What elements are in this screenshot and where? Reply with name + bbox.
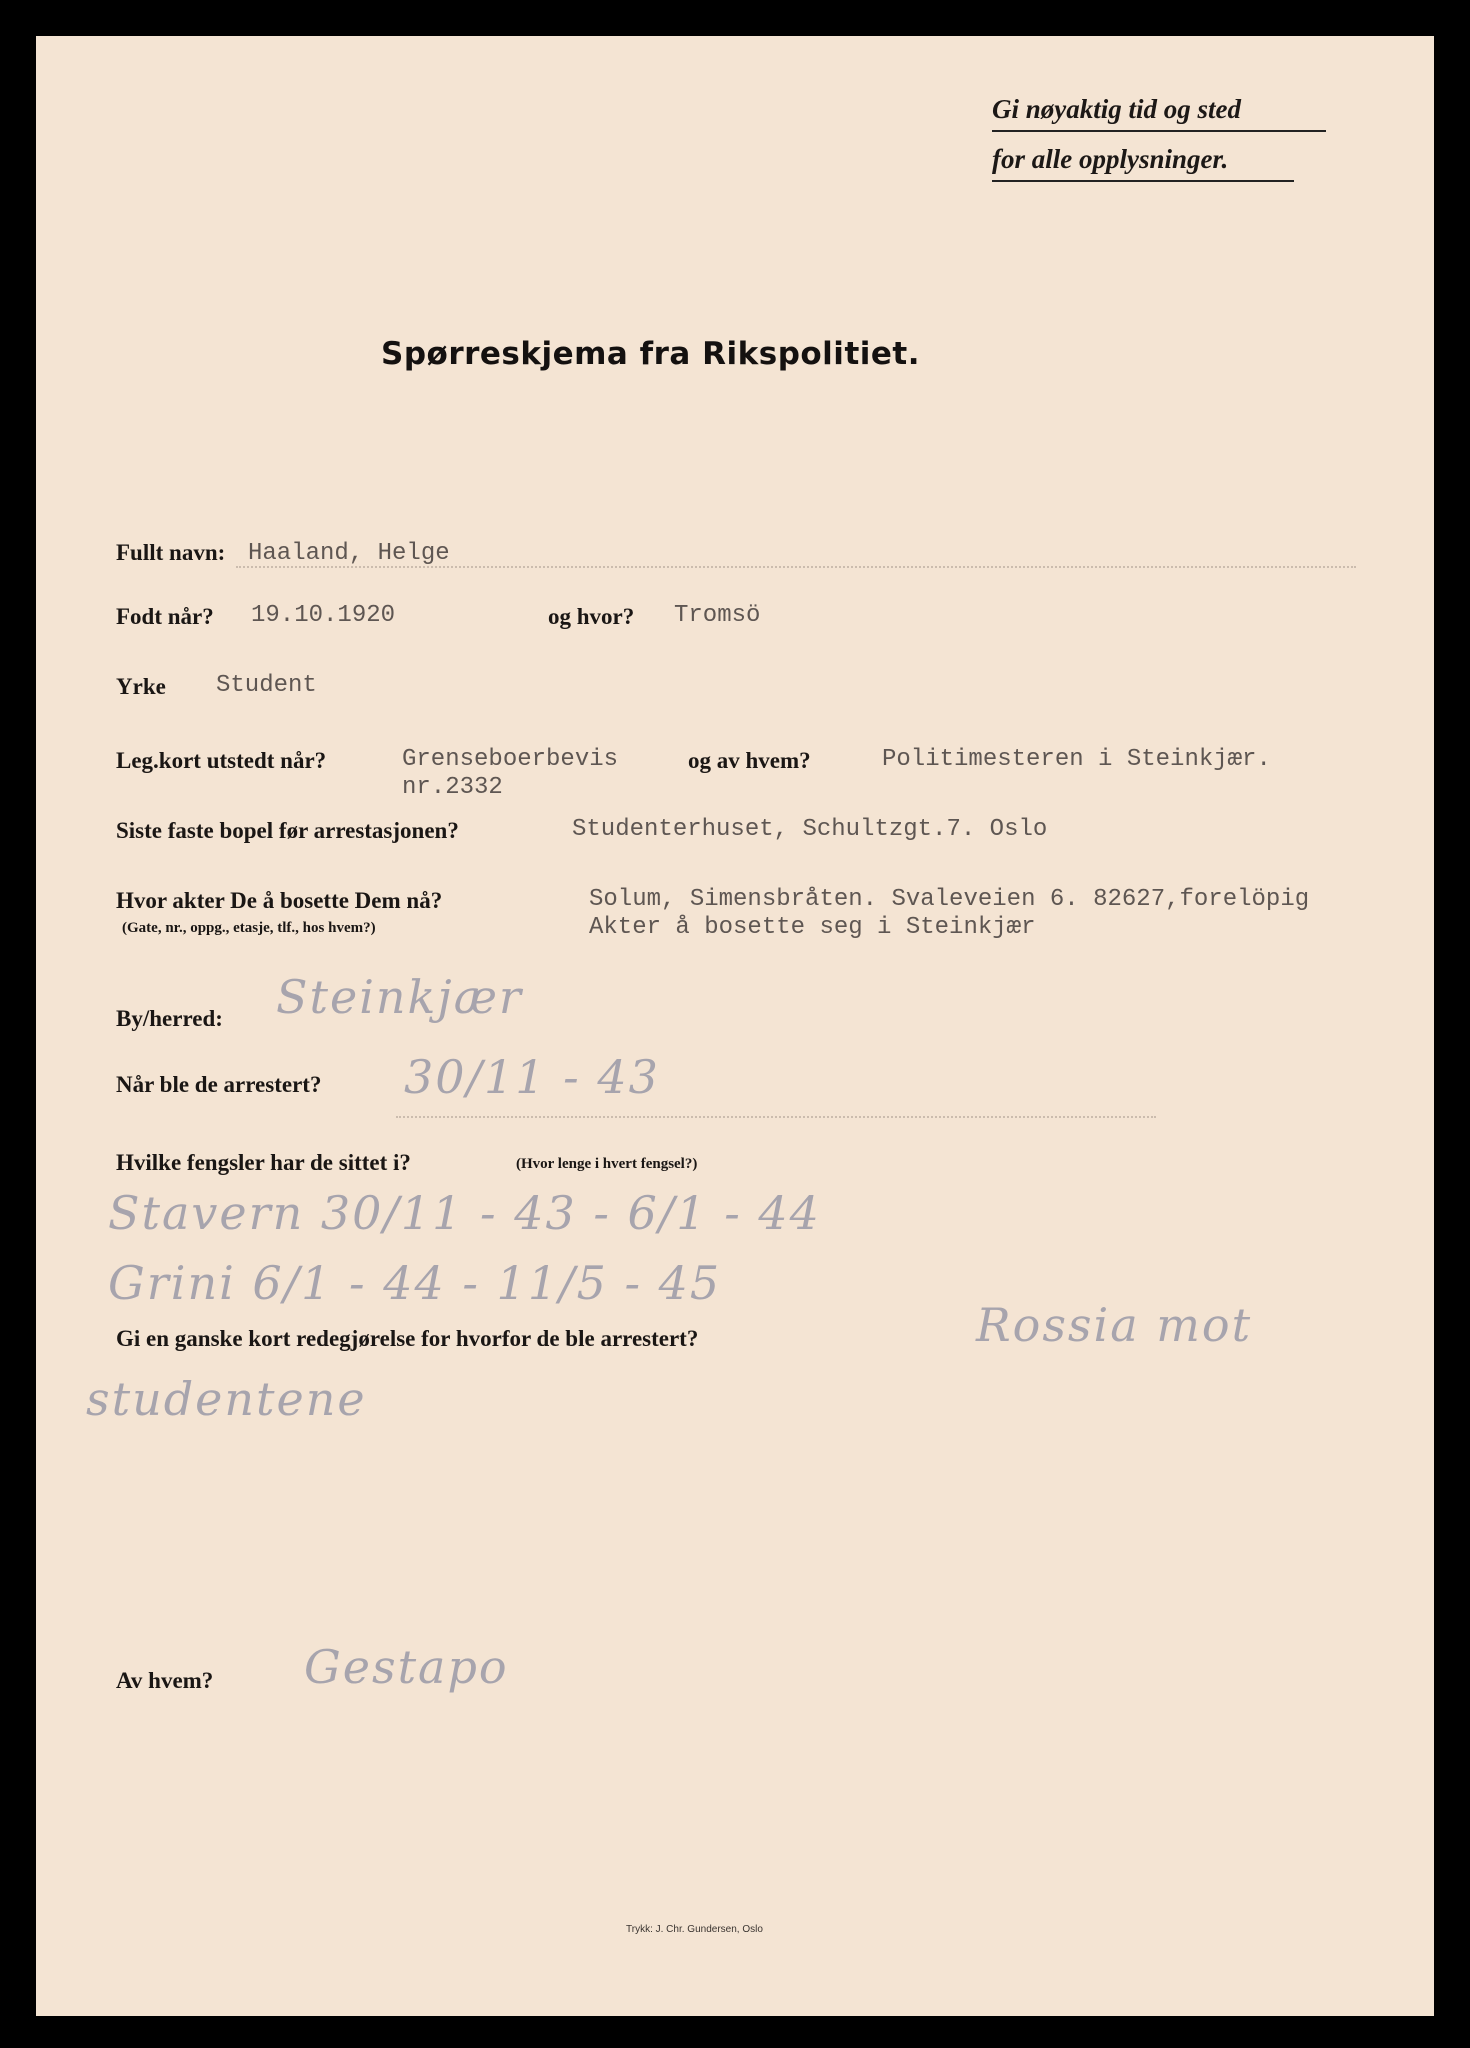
legkort-label: Leg.kort utstedt når? [116, 748, 327, 773]
notice-line-2: for alle opplysninger. [992, 144, 1229, 174]
by-whom-handwritten: Gestapo [304, 1640, 509, 1694]
born-where-label: og hvor? [548, 604, 635, 629]
settle-sublabel: (Gate, nr., oppg., etasje, tlf., hos hvem?) [122, 920, 376, 936]
legkort-by-value: Politimesteren i Steinkjær. [882, 746, 1271, 773]
job-label: Yrke [116, 674, 166, 699]
born-where-value: Tromsö [674, 602, 761, 629]
born-when-label: Fodt når? [116, 604, 214, 629]
form-title: Spørreskjema fra Rikspolitiet. [381, 336, 921, 372]
guide-line [396, 1116, 1156, 1120]
settle-value-1: Solum, Simensbråten. Svaleveien 6. 82627,forelöpig [589, 886, 1310, 913]
reason-label: Gi en ganske kort redegjørelse for hvorfor de ble arrestert? [116, 1326, 699, 1351]
legkort-value-1: Grenseboerbevis [402, 746, 619, 773]
last-address-label: Siste faste bopel før arrestasjonen? [116, 818, 459, 843]
prisons-handwritten-1: Stavern 30/11 - 43 - 6/1 - 44 [108, 1186, 821, 1240]
notice-underline-2 [992, 180, 1294, 182]
form-sheet [36, 36, 1434, 2016]
prisons-handwritten-2: Grini 6/1 - 44 - 11/5 - 45 [108, 1256, 722, 1310]
notice-underline-1 [992, 130, 1326, 132]
name-label: Fullt navn: [116, 540, 226, 565]
legkort-value-2: nr.2332 [402, 774, 503, 801]
job-value: Student [216, 672, 317, 699]
reason-handwritten-1: Rossia mot [976, 1298, 1253, 1352]
city-label: By/herred: [116, 1006, 223, 1031]
settle-label: Hvor akter De å bosette Dem nå? [116, 888, 443, 913]
by-whom-label: Av hvem? [116, 1668, 214, 1693]
arrested-label: Når ble de arrestert? [116, 1072, 322, 1097]
printer-footer: Trykk: J. Chr. Gundersen, Oslo [626, 1924, 763, 1935]
settle-value-2: Akter å bosette seg i Steinkjær [589, 914, 1036, 941]
legkort-by-label: og av hvem? [688, 748, 811, 773]
prisons-label: Hvilke fengsler har de sittet i? [116, 1150, 411, 1175]
reason-handwritten-2: studentene [86, 1372, 367, 1426]
city-handwritten: Steinkjær [276, 970, 523, 1024]
born-when-value: 19.10.1920 [251, 602, 396, 629]
last-address-value: Studenterhuset, Schultzgt.7. Oslo [572, 816, 1048, 843]
arrested-handwritten: 30/11 - 43 [404, 1050, 660, 1104]
name-value: Haaland, Helge [248, 540, 450, 567]
prisons-sublabel: (Hvor lenge i hvert fengsel?) [516, 1156, 698, 1172]
notice-line-1: Gi nøyaktig tid og sted [992, 94, 1241, 124]
